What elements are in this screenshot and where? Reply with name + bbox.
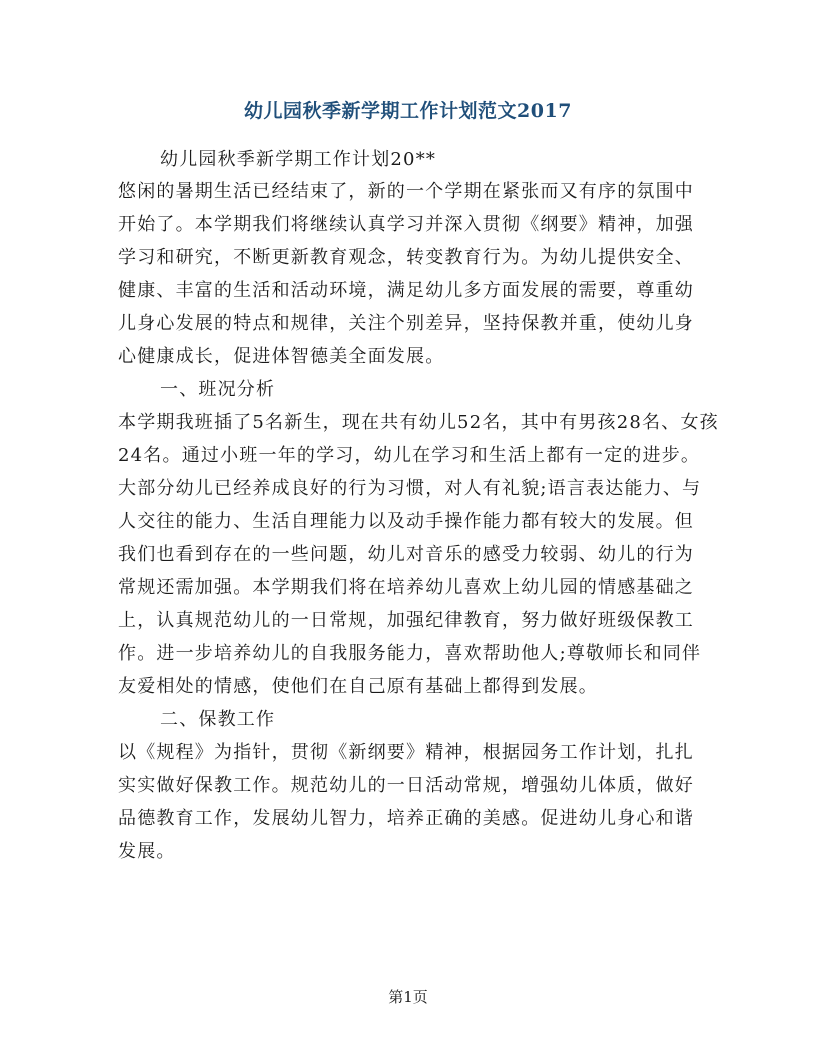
document-title: 幼儿园秋季新学期工作计划范文2017: [244, 100, 572, 122]
section-heading: 一、班况分析: [160, 379, 276, 400]
body-line: 实实做好保教工作。规范幼儿的一日活动常规，增强幼儿体质，做好: [118, 775, 694, 796]
body-line: 作。进一步培养幼儿的自我服务能力，喜欢帮助他人;尊敬师长和同伴: [118, 643, 702, 664]
body-line: 本学期我班插了5名新生，现在共有幼儿52名，其中有男孩28名、女孩: [118, 412, 719, 433]
body-line: 上，认真规范幼儿的一日常规，加强纪律教育，努力做好班级保教工: [118, 610, 694, 631]
page-number: 第1页: [388, 988, 428, 1006]
subtitle-line: 幼儿园秋季新学期工作计划20**: [160, 149, 437, 170]
body-line: 大部分幼儿已经养成良好的行为习惯，对人有礼貌;语言表达能力、与: [118, 478, 702, 499]
body-line: 友爱相处的情感，使他们在自己原有基础上都得到发展。: [118, 676, 598, 697]
body-line: 以《规程》为指针，贯彻《新纲要》精神，根据园务工作计划，扎扎: [118, 742, 694, 763]
body-line: 我们也看到存在的一些问题，幼儿对音乐的感受力较弱、幼儿的行为: [118, 544, 694, 565]
body-line: 常规还需加强。本学期我们将在培养幼儿喜欢上幼儿园的情感基础之: [118, 577, 694, 598]
body-line: 健康、丰富的生活和活动环境，满足幼儿多方面发展的需要，尊重幼: [118, 280, 694, 301]
body-line: 学习和研究，不断更新教育观念，转变教育行为。为幼儿提供安全、: [118, 247, 694, 268]
section-heading: 二、保教工作: [160, 709, 276, 730]
body-line: 24名。通过小班一年的学习，幼儿在学习和生活上都有一定的进步。: [118, 445, 701, 466]
body-line: 悠闲的暑期生活已经结束了，新的一个学期在紧张而又有序的氛围中: [118, 181, 694, 202]
body-line: 发展。: [118, 841, 176, 862]
body-line: 品德教育工作，发展幼儿智力，培养正确的美感。促进幼儿身心和谐: [118, 808, 694, 829]
body-line: 心健康成长，促进体智德美全面发展。: [118, 346, 445, 367]
body-line: 开始了。本学期我们将继续认真学习并深入贯彻《纲要》精神，加强: [118, 214, 694, 235]
body-line: 儿身心发展的特点和规律，关注个别差异，坚持保教并重，使幼儿身: [118, 313, 694, 334]
body-line: 人交往的能力、生活自理能力以及动手操作能力都有较大的发展。但: [118, 511, 694, 532]
